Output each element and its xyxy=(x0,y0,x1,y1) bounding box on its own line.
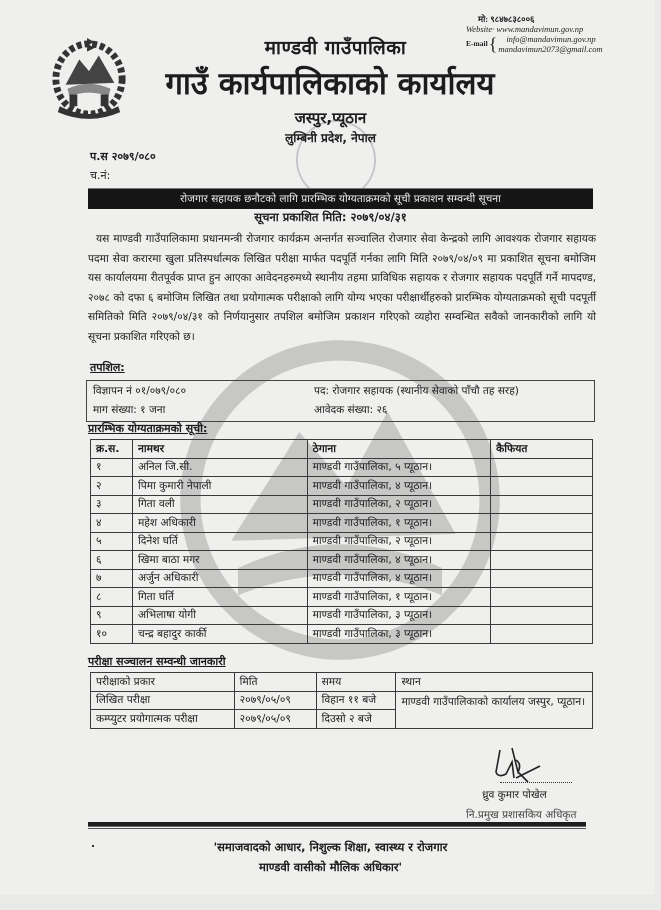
exam-info-heading: परीक्षा सञ्चालन सम्वन्धी जानकारी xyxy=(88,655,226,668)
dispatch-number: च.नं: xyxy=(90,169,111,182)
contact-block xyxy=(466,14,658,54)
footer-rule-thin xyxy=(88,828,586,829)
candidate-address: माण्डवी गाउँपालिका, ३ प्यूठान। xyxy=(307,606,491,625)
candidate-name: दिनेश घर्ति xyxy=(132,532,307,551)
exam-type: कम्प्युटर प्रयोगात्मक परीक्षा xyxy=(91,710,235,729)
applicant-count: आवेदक संख्या: २६ xyxy=(314,404,388,416)
candidate-address: माण्डवी गाउँपालिका, २ प्यूठान। xyxy=(307,532,491,551)
exam-date: २०७९/०५/०९ xyxy=(234,691,316,710)
candidate-address: माण्डवी गाउँपालिका, ४ प्यूठान। xyxy=(307,477,491,496)
candidate-address: माण्डवी गाउँपालिका, ४ प्यूठान। xyxy=(307,551,491,570)
candidate-address: माण्डवी गाउँपालिका, २ प्यूठान। xyxy=(307,495,491,514)
remarks xyxy=(491,569,593,588)
column-header: नामथर xyxy=(132,440,307,459)
published-date: सूचना प्रकाशित मिति: २०७९/०४/३१ xyxy=(254,210,407,224)
website-line: Website· www.mandavimun.gov.np xyxy=(466,24,584,34)
column-header: मिति xyxy=(234,673,316,692)
candidate-name: महेश अधिकारी xyxy=(132,514,307,533)
exam-time: विहान ११ बजे xyxy=(316,691,396,710)
slogan-line-1: 'समाजवादको आधार, निशुल्क शिक्षा, स्वास्थ्य र रोजगार xyxy=(213,840,448,854)
column-header: स्थान xyxy=(396,673,593,692)
exam-time: दिउसो २ बजे xyxy=(316,710,396,729)
candidate-name: गिता वली xyxy=(132,495,307,514)
table-row xyxy=(91,495,593,514)
reference-number: प.स २०७९/०८० xyxy=(90,150,156,163)
candidate-address: माण्डवी गाउँपालिका, ४ प्यूठान। xyxy=(307,569,491,588)
table-header-row xyxy=(91,440,593,459)
serial-number: १ xyxy=(91,458,133,477)
address-line-2: लुम्बिनी प्रदेश, नेपाल xyxy=(285,131,376,145)
serial-number: २ xyxy=(91,477,133,496)
notice-body: यस माण्डवी गाउँपालिकामा प्रधानमन्त्री रोजगार कार्यक्रम अन्तर्गत सञ्चालित रोजगार सेवा केन्द्रको लागि आवश्यक रोजगार सहायक पदमा सेवा करारमा खुला प्रतिस्पर्धात्मक लिखित परीक्षा मार्फत पदपूर्ति गर्नका लागि मिति २०७९/०४/०९ मा प्रकाशित सूचना बमोजिम यस कार्यालयमा रीतपूर्वक प्राप्त हुन आएका आवेदनहरुमध्ये स्थानीय तहमा प्राविधिक सहायक र रोजगार सहायक पदपूर्ति गर्ने मापदण्ड, २०७८ को दफा ६ बमोजिम लिखित तथा प्रयोगात्मक परीक्षाको लागि योग्य भएका परीक्षार्थीहरुको प्रारम्भिक योग्यताक्रमको सूची पदपूर्ती समितिको मिति २०७९/०४/३१ को निर्णयानुसार तपशिल बमोजिम प्रकाशन गरिएको व्यहोरा सम्वन्धित सवैको जानकारीको लागि यो सूचना प्रकाशित गरिएको छ। xyxy=(88,233,596,343)
website-label: Website xyxy=(466,24,493,34)
candidate-name: गिता घर्ति xyxy=(132,588,307,607)
website-link[interactable]: www.mandavimun.gov.np xyxy=(496,24,584,34)
candidate-address: माण्डवी गाउँपालिका, ५ प्यूठान। xyxy=(307,458,491,477)
exam-date: २०७९/०५/०९ xyxy=(234,710,316,729)
table-row xyxy=(91,551,593,570)
slogan-line-2: माण्डवी वासीको मौलिक अधिकार' xyxy=(258,860,403,874)
exam-type: लिखित परीक्षा xyxy=(91,691,235,710)
brace-icon: { xyxy=(488,34,498,54)
remarks xyxy=(491,532,593,551)
table-row xyxy=(91,458,593,477)
table-row xyxy=(91,532,593,551)
signatory-name: ध्रुव कुमार पोखेल xyxy=(482,789,547,801)
candidate-name: पिमा कुमारी नेपाली xyxy=(132,477,307,496)
table-row xyxy=(91,606,593,625)
post-name: पद: रोजगार सहायक (स्थानीय सेवाको पाँचौ तह सरह) xyxy=(314,385,519,397)
remarks xyxy=(491,477,593,496)
table-row xyxy=(91,625,593,644)
remarks xyxy=(491,551,593,570)
details-heading: तपशिल: xyxy=(90,361,125,374)
table-row xyxy=(91,691,593,710)
candidate-address: माण्डवी गाउँपालिका, १ प्यूठान। xyxy=(307,588,491,607)
candidate-address: माण्डवी गाउँपालिका, ३ प्यूठान। xyxy=(307,625,491,644)
column-header: परीक्षाको प्रकार xyxy=(91,673,235,692)
candidate-name: अनिल जि.सी. xyxy=(132,458,307,477)
merit-list-heading: प्रारम्भिक योग्यताक्रमको सूची: xyxy=(88,422,208,435)
remarks xyxy=(491,588,593,607)
signature-line xyxy=(500,782,572,783)
remarks xyxy=(491,514,593,533)
table-row xyxy=(91,477,593,496)
serial-number: ७ xyxy=(91,569,133,588)
notice-title: रोजगार सहायक छनौटको लागि प्रारम्भिक योग्यताक्रमको सूची प्रकाशन सम्वन्धी सूचना xyxy=(180,193,501,205)
address-line-1: जस्पुर,प्यूठान xyxy=(294,109,367,127)
details-box xyxy=(86,380,595,422)
notice-title-bar xyxy=(88,188,593,209)
column-header: कैफियत xyxy=(491,440,593,459)
phone: मो: ९८४७८३८००६ xyxy=(478,14,535,24)
remarks xyxy=(491,495,593,514)
serial-number: ४ xyxy=(91,514,133,533)
column-header: क्र.स. xyxy=(91,440,133,459)
remarks xyxy=(491,625,593,644)
merit-list-table xyxy=(90,439,593,644)
office-title: गाउँ कार्यपालिकाको कार्यालय xyxy=(165,66,495,102)
table-row xyxy=(91,514,593,533)
serial-number: १० xyxy=(91,625,133,644)
remarks xyxy=(491,458,593,477)
candidate-name: चन्द्र बहादुर कार्की xyxy=(132,625,307,644)
table-row xyxy=(91,569,593,588)
demand-count: माग संख्या: १ जना xyxy=(93,404,166,416)
table-row xyxy=(91,588,593,607)
candidate-address: माण्डवी गाउँपालिका, १ प्यूठान। xyxy=(307,514,491,533)
exam-schedule-table xyxy=(90,672,593,729)
candidate-name: अर्जुन अधिकारी xyxy=(132,569,307,588)
footer-rule xyxy=(88,822,586,827)
column-header: समय xyxy=(316,673,396,692)
table-header-row xyxy=(91,673,593,692)
signatory-designation: नि.प्रमुख प्रशासकिय अधिकृत xyxy=(466,809,577,821)
email-label: E-mail xyxy=(466,39,488,48)
email-1[interactable]: info@mandavimun.gov.np xyxy=(506,34,596,44)
email-2[interactable]: mandavimun2073@gmail.com xyxy=(498,44,603,54)
email-line xyxy=(466,34,658,54)
serial-number: ८ xyxy=(91,588,133,607)
serial-number: ६ xyxy=(91,551,133,570)
advertisement-number: विज्ञापन नं ०१/०७९/०८० xyxy=(93,385,187,397)
candidate-name: खिमा बाठा मगर xyxy=(132,551,307,570)
serial-number: ३ xyxy=(91,495,133,514)
candidate-name: अभिलाषा योगी xyxy=(132,606,307,625)
column-header: ठेगाना xyxy=(307,440,491,459)
serial-number: ५ xyxy=(91,532,133,551)
remarks xyxy=(491,606,593,625)
office-name-text: माण्डवी गाउँपालिका xyxy=(264,37,407,59)
exam-venue: माण्डवी गाउँपालिकाको कार्यालय जस्पुर, प्यूठान। xyxy=(396,691,593,728)
serial-number: ९ xyxy=(91,606,133,625)
